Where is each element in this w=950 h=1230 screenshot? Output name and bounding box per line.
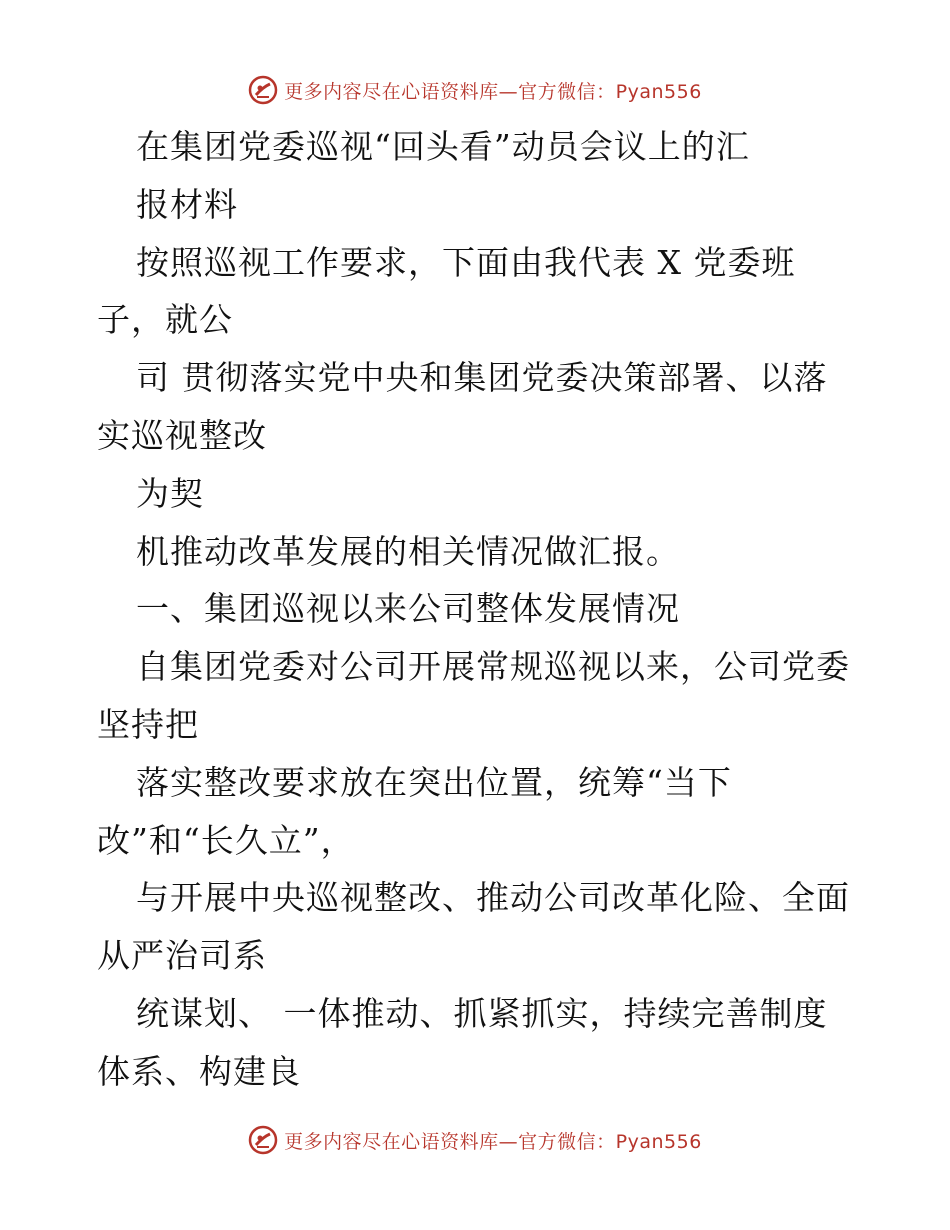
text-line: 与开展中央巡视整改、推动公司改革化险、全面 bbox=[136, 878, 850, 918]
document-body bbox=[0, 118, 950, 1101]
footer-banner bbox=[0, 1120, 950, 1160]
book-pen-logo-icon bbox=[248, 75, 278, 105]
text-line: 按照巡视工作要求，下面由我代表 X 党委班 bbox=[136, 242, 796, 282]
text-line: 子，就公 bbox=[97, 300, 233, 340]
text-line: 为契 bbox=[136, 473, 204, 513]
text-line: 实巡视整改 bbox=[97, 415, 267, 455]
book-pen-logo-icon bbox=[248, 1125, 278, 1155]
text-line: 落实整改要求放在突出位置，统筹“当下 bbox=[136, 762, 732, 802]
text-line: 机推动改革发展的相关情况做汇报。 bbox=[136, 531, 680, 571]
header-banner bbox=[0, 70, 950, 110]
text-line: 一、集团巡视以来公司整体发展情况 bbox=[136, 589, 680, 629]
text-line: 在集团党委巡视“回头看”动员会议上的汇 bbox=[136, 127, 750, 166]
text-line: 报材料 bbox=[136, 184, 238, 224]
text-line: 体系、构建良 bbox=[97, 1051, 301, 1091]
text-line: 统谋划、 一体推动、抓紧抓实，持续完善制度 bbox=[136, 993, 828, 1033]
text-line: 司 贯彻落实党中央和集团党委决策部署、以落 bbox=[136, 358, 828, 398]
footer-banner-text: 更多内容尽在心语资料库—官方微信：Pyan556 bbox=[284, 1130, 702, 1153]
text-line: 改”和“长久立”， bbox=[97, 820, 355, 860]
text-line: 坚持把 bbox=[97, 704, 199, 744]
text-line: 自集团党委对公司开展常规巡视以来，公司党委 bbox=[136, 647, 850, 687]
header-banner-text: 更多内容尽在心语资料库—官方微信：Pyan556 bbox=[284, 80, 702, 103]
text-line: 从严治司系 bbox=[97, 936, 267, 976]
